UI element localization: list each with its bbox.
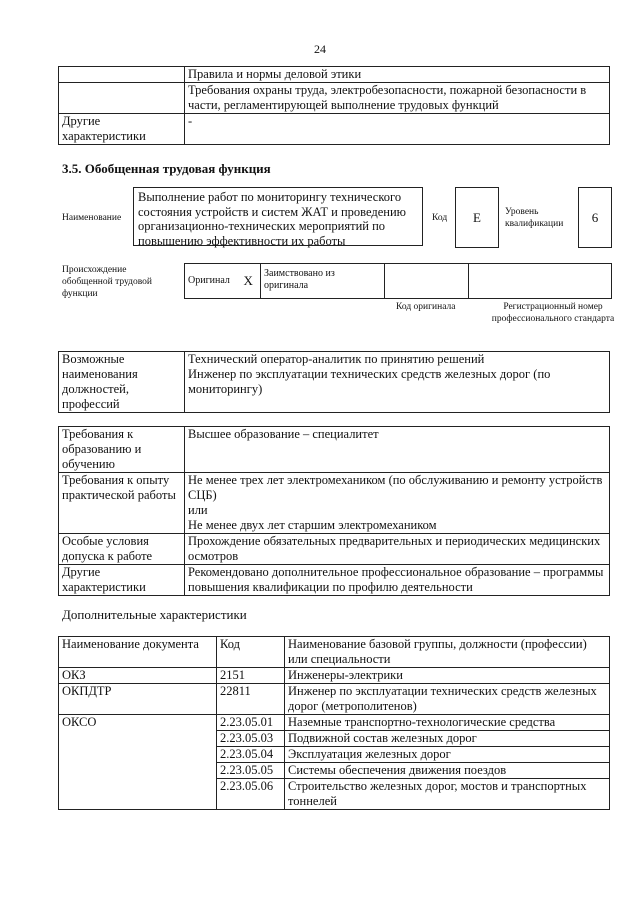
table-header-row xyxy=(59,637,610,668)
doc-cell: ОКПДТР xyxy=(59,684,217,715)
req-value: Высшее образование – специалитет xyxy=(185,427,610,473)
table-row xyxy=(59,534,610,565)
req-label: Требования к образованию и обучению xyxy=(59,427,185,473)
header-name: Наименование базовой группы, должности (профессии) или специальности xyxy=(285,637,610,668)
req-value: Прохождение обязательных предварительных и периодических медицинских осмотров xyxy=(185,534,610,565)
additional-title: Дополнительные характеристики xyxy=(62,607,247,622)
table-cell-label xyxy=(59,67,185,83)
code-cell: 2151 xyxy=(217,668,285,684)
name-cell: Эксплуатация железных дорог xyxy=(285,747,610,763)
table-row xyxy=(59,352,610,413)
table-row xyxy=(59,67,610,83)
req-label: Другие характеристики xyxy=(59,565,185,596)
name-cell: Подвижной состав железных дорог xyxy=(285,731,610,747)
name-cell: Инженер по эксплуатации технических средств железных дорог (метрополитенов) xyxy=(285,684,610,715)
code-cell: 22811 xyxy=(217,684,285,715)
name-cell: Наземные транспортно-технологические средства xyxy=(285,715,610,731)
table-row xyxy=(59,427,610,473)
level-value-box: 6 xyxy=(578,187,612,248)
code-cell: 2.23.05.01 xyxy=(217,715,285,731)
req-value: Не менее трех лет электромехаником (по обслуживанию и ремонту устройств СЦБ) или Не менее двух лет старшим электромехаником xyxy=(185,473,610,534)
header-doc: Наименование документа xyxy=(59,637,217,668)
table-cell-value: - xyxy=(185,114,610,145)
code-cell: 2.23.05.03 xyxy=(217,731,285,747)
req-label: Требования к опыту практической работы xyxy=(59,473,185,534)
table-cell-value: Требования охраны труда, электробезопасности, пожарной безопасности в части, регламентирующей выполнение трудовых функций xyxy=(185,83,610,114)
code-label: Код xyxy=(432,213,448,223)
borrowed-label: Заимствовано из оригинала xyxy=(261,264,385,299)
top-table xyxy=(58,66,610,145)
additional-table xyxy=(58,636,610,810)
positions-values xyxy=(185,352,610,413)
code-cell: 2.23.05.04 xyxy=(217,747,285,763)
name-cell: Системы обеспечения движения поездов xyxy=(285,763,610,779)
position-item: Инженер по эксплуатации технических средств железных дорог (по мониторингу) xyxy=(188,367,551,396)
code-cell: 2.23.05.06 xyxy=(217,779,285,810)
reg-number-cell xyxy=(469,264,612,299)
table-cell-value: Правила и нормы деловой этики xyxy=(185,67,610,83)
doc-cell: ОКЗ xyxy=(59,668,217,684)
code-value-box: E xyxy=(455,187,499,248)
table-row xyxy=(59,668,610,684)
table-row xyxy=(59,83,610,114)
table-row xyxy=(59,715,610,731)
page-number: 24 xyxy=(314,42,326,56)
header-code: Код xyxy=(217,637,285,668)
reg-number-caption: Регистрационный номер профессионального стандарта xyxy=(491,302,615,324)
code-original-cell xyxy=(385,264,469,299)
doc-cell: ОКСО xyxy=(59,715,217,810)
name-cell: Строительство железных дорог, мостов и транспортных тоннелей xyxy=(285,779,610,810)
code-cell: 2.23.05.05 xyxy=(217,763,285,779)
positions-table xyxy=(58,351,610,413)
code-original-caption: Код оригинала xyxy=(396,302,456,312)
requirements-table xyxy=(58,426,610,596)
table-row xyxy=(59,114,610,145)
name-cell: Инженеры-электрики xyxy=(285,668,610,684)
original-mark: X xyxy=(241,264,261,299)
origin-label: Происхождение обобщенной трудовой функции xyxy=(62,265,152,299)
original-label: Оригинал xyxy=(185,264,241,299)
level-label: Уровень квалификации xyxy=(505,207,564,229)
table-row xyxy=(59,473,610,534)
section-title: 3.5. Обобщенная трудовая функция xyxy=(62,161,271,176)
table-cell-label xyxy=(59,83,185,114)
positions-label: Возможные наименования должностей, профессий xyxy=(59,352,185,413)
origin-table xyxy=(184,263,612,299)
position-item: Технический оператор-аналитик по принятию решений xyxy=(188,352,485,366)
table-row xyxy=(59,565,610,596)
function-name-box: Выполнение работ по мониторингу технического состояния устройств и систем ЖАТ и проведению организационно-технических мероприятий по повышению эффективности их работы xyxy=(133,187,423,246)
name-label: Наименование xyxy=(62,213,122,223)
req-label: Особые условия допуска к работе xyxy=(59,534,185,565)
table-row xyxy=(59,684,610,715)
req-value: Рекомендовано дополнительное профессиональное образование – программы повышения квалификации по профилю деятельности xyxy=(185,565,610,596)
table-cell-label: Другие характеристики xyxy=(59,114,185,145)
